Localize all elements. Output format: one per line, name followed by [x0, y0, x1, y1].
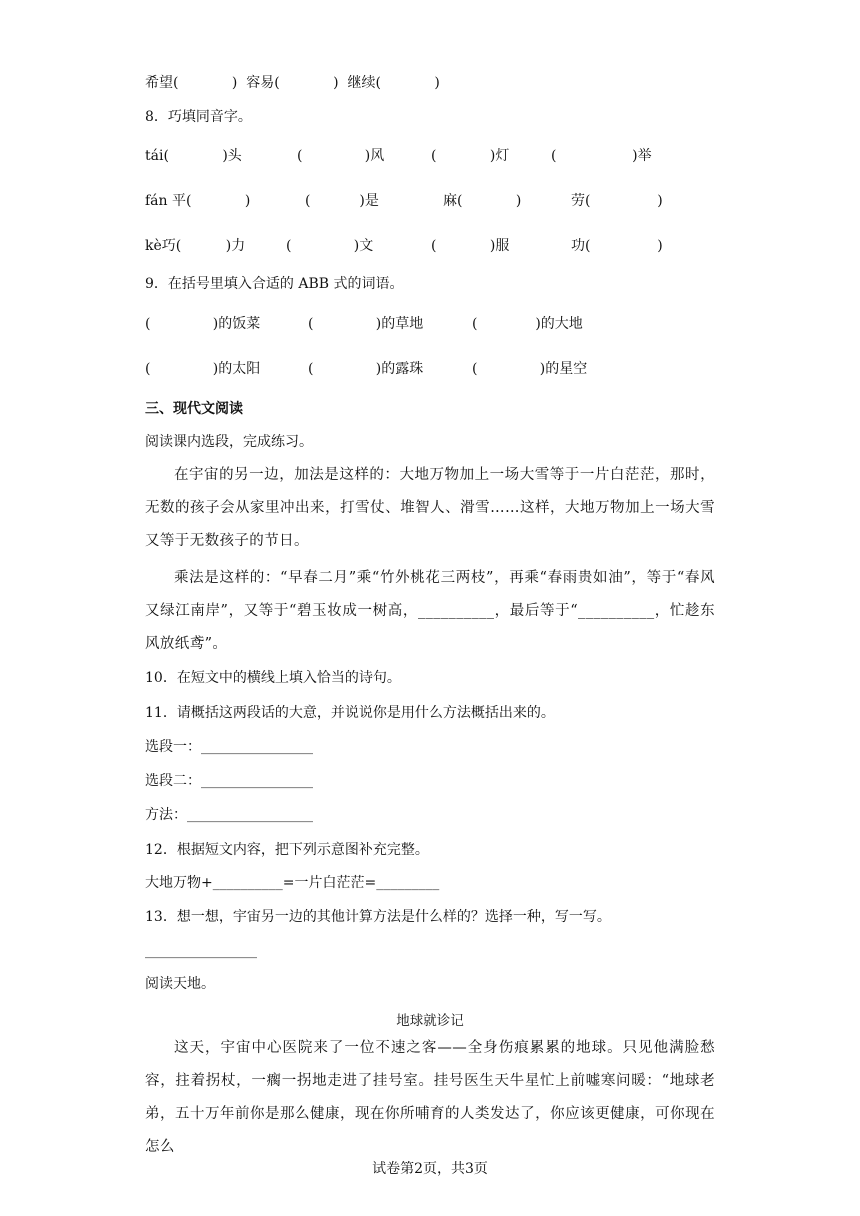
q8-cell: tái( )头	[145, 148, 242, 164]
answer-line: ________________	[145, 943, 257, 959]
answer-line: 方法：__________________	[145, 807, 313, 823]
question-10: 10．在短文中的横线上填入恰当的诗句。	[145, 670, 401, 686]
q8-cell: ( )举	[551, 148, 652, 164]
question-13: 13．想一想，宇宙另一边的其他计算方法是什么样的？选择一种，写一写。	[145, 909, 611, 925]
passage-paragraph: 在宇宙的另一边，加法是这样的：大地万物加上一场大雪等于一片白茫茫，那时，无数的孩子会从家里冲出来，打雪仗、堆智人、滑雪……这样，大地万物加上一场大雪又等于无数孩子的节日。	[145, 467, 715, 549]
passage-title: 地球就诊记	[396, 1013, 464, 1029]
question-11: 11．请概括这两段话的大意，并说说你是用什么方法概括出来的。	[145, 705, 555, 721]
q8-cell: ( )灯	[431, 148, 510, 164]
q8-cell: ( )服	[431, 238, 510, 254]
q9-cell: ( )的星空	[472, 361, 588, 377]
answer-line: 选段二：________________	[145, 773, 313, 789]
reading-passage-1	[145, 459, 715, 558]
page-footer: 试卷第2页，共3页	[372, 1161, 488, 1177]
q8-cell: ( )文	[286, 238, 374, 254]
passage-paragraph: 乘法是这样的：“早春二月”乘“竹外桃花三两枝”，再乘“春雨贵如油”，等于“春风又绿江南岸”，又等于“碧玉妆成一树高，__________，最后等于“__________，忙趁东风放纸鸢”。	[145, 570, 715, 652]
q8-cell: fán 平( )	[145, 193, 251, 209]
q8-cell: kè巧( )力	[145, 238, 246, 254]
diagram-fill-line: 大地万物+__________=一片白茫茫=_________	[145, 875, 440, 891]
q9-cell: ( )的饭菜	[145, 316, 261, 332]
q9-cell: ( )的大地	[472, 316, 583, 332]
question-12: 12．根据短文内容，把下列示意图补充完整。	[145, 842, 429, 858]
q8-cell: ( )风	[297, 148, 385, 164]
q8-cell: 麻( )	[443, 193, 522, 209]
reading-intro: 阅读课内选段，完成练习。	[145, 434, 313, 450]
question-9-title: 9．在括号里填入合适的 ABB 式的词语。	[145, 276, 404, 292]
reading-intro: 阅读天地。	[145, 976, 215, 992]
word-fill-line: 希望( ) 容易( ) 继续( )	[145, 75, 440, 91]
q8-cell: ( )是	[305, 193, 379, 209]
reading-passage-3	[145, 1032, 715, 1164]
answer-line: 选段一：________________	[145, 739, 313, 755]
question-8-title: 8．巧填同音字。	[145, 109, 252, 125]
section-heading: 三、现代文阅读	[145, 401, 243, 417]
passage-paragraph: 这天，宇宙中心医院来了一位不速之客——全身伤痕累累的地球。只见他满脸愁容，拄着拐杖，一瘸一拐地走进了挂号室。挂号医生天牛星忙上前嘘寒问暖：“地球老弟，五十万年前你是那么健康，现在你所哺育的人类发达了，你应该更健康，可你现在怎么	[145, 1040, 715, 1155]
q8-cell: 功( )	[571, 238, 663, 254]
q9-cell: ( )的露珠	[308, 361, 424, 377]
q9-cell: ( )的草地	[308, 316, 424, 332]
q8-cell: 劳( )	[571, 193, 663, 209]
q9-cell: ( )的太阳	[145, 361, 261, 377]
reading-passage-2	[145, 562, 715, 661]
